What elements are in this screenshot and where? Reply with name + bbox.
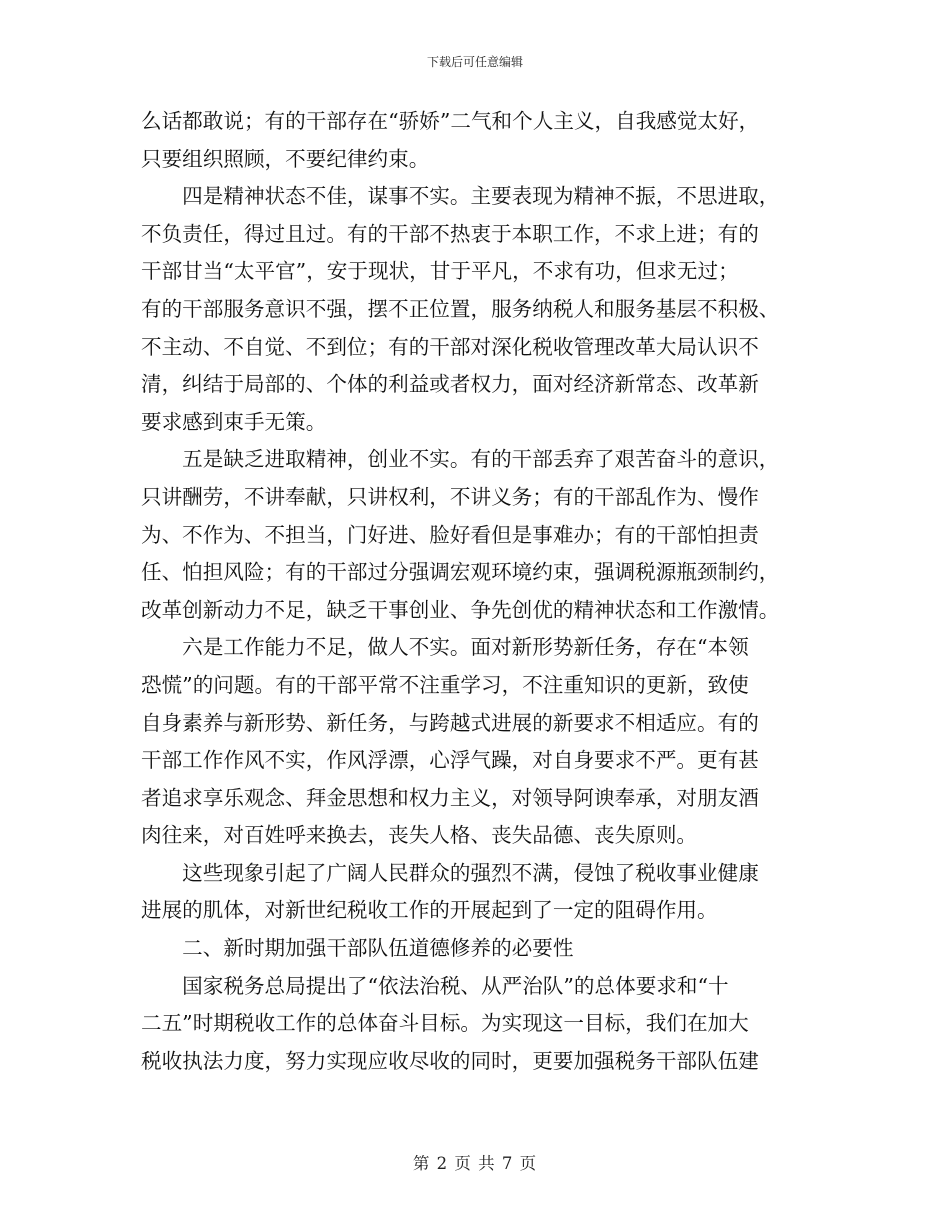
text-line-15: 六是工作能力不足，做人不实。面对新形势新任务，存在“本领 — [141, 635, 749, 660]
text-line-2: 只要组织照顾，不要纪律约束。 — [141, 146, 430, 171]
text-line-11: 只讲酬劳，不讲奉献，只讲权利，不讲义务；有的干部乱作为、慢作 — [141, 484, 759, 509]
page-footer: 第 2 页 共 7 页 — [412, 1154, 538, 1173]
document-body — [141, 103, 813, 1080]
text-line-8: 清，纠结于局部的、个体的利益或者权力，面对经济新常态、改革新 — [141, 372, 759, 397]
text-line-9: 要求感到束手无策。 — [141, 409, 327, 434]
text-line-21: 这些现象引起了广阔人民群众的强烈不满，侵蚀了税收事业健康 — [141, 860, 759, 885]
text-line-17: 自身素养与新形势、新任务，与跨越式进展的新要求不相适应。有的 — [141, 710, 759, 735]
text-line-12: 为、不作为、不担当，门好进、脸好看但是事难办；有的干部怕担责 — [141, 522, 759, 547]
text-line-25: 二五”时期税收工作的总体奋斗目标。为实现这一目标，我们在加大 — [141, 1011, 749, 1036]
text-line-3: 四是精神状态不佳，谋事不实。主要表现为精神不振，不思进取， — [141, 184, 780, 209]
text-line-6: 有的干部服务意识不强，摆不正位置，服务纳税人和服务基层不积极、 — [141, 296, 780, 321]
text-line-1: 么话都敢说；有的干部存在“骄娇”二气和个人主义，自我感觉太好， — [141, 109, 760, 133]
text-line-20: 肉往来，对百姓呼来换去，丧失人格、丧失品德、丧失原则。 — [141, 823, 698, 848]
text-line-13: 任、怕担风险；有的干部过分强调宏观环境约束，强调税源瓶颈制约， — [141, 560, 780, 585]
text-line-19: 者追求享乐观念、拜金思想和权力主义，对领导阿谀奉承，对朋友酒 — [141, 785, 759, 810]
text-line-7: 不主动、不自觉、不到位；有的干部对深化税收管理改革大局认识不 — [141, 334, 759, 359]
text-line-18: 干部工作作风不实，作风浮漂，心浮气躁，对自身要求不严。更有甚 — [141, 748, 759, 773]
text-line-23: 二、新时期加强干部队伍道德修养的必要性 — [141, 936, 574, 961]
text-line-4: 不负责任，得过且过。有的干部不热衷于本职工作，不求上进；有的 — [141, 221, 759, 246]
page-header: 下载后可任意编辑 — [426, 55, 523, 69]
text-line-16: 恐慌”的问题。有的干部平常不注重学习，不注重知识的更新，致使 — [141, 672, 749, 697]
text-line-24: 国家税务总局提出了“依法治税、从严治队”的总体要求和“十 — [141, 973, 729, 998]
text-line-10: 五是缺乏进取精神，创业不实。有的干部丢弃了艰苦奋斗的意识， — [141, 447, 780, 472]
text-line-5: 干部甘当“太平官”，安于现状，甘于平凡，不求有功，但求无过； — [141, 259, 739, 284]
text-line-14: 改革创新动力不足，缺乏干事创业、争先创优的精神状态和工作激情。 — [141, 597, 780, 622]
text-line-22: 进展的肌体，对新世纪税收工作的开展起到了一定的阻碍作用。 — [141, 898, 718, 923]
text-line-26: 税收执法力度，努力实现应收尽收的同时，更要加强税务干部队伍建 — [141, 1048, 759, 1073]
